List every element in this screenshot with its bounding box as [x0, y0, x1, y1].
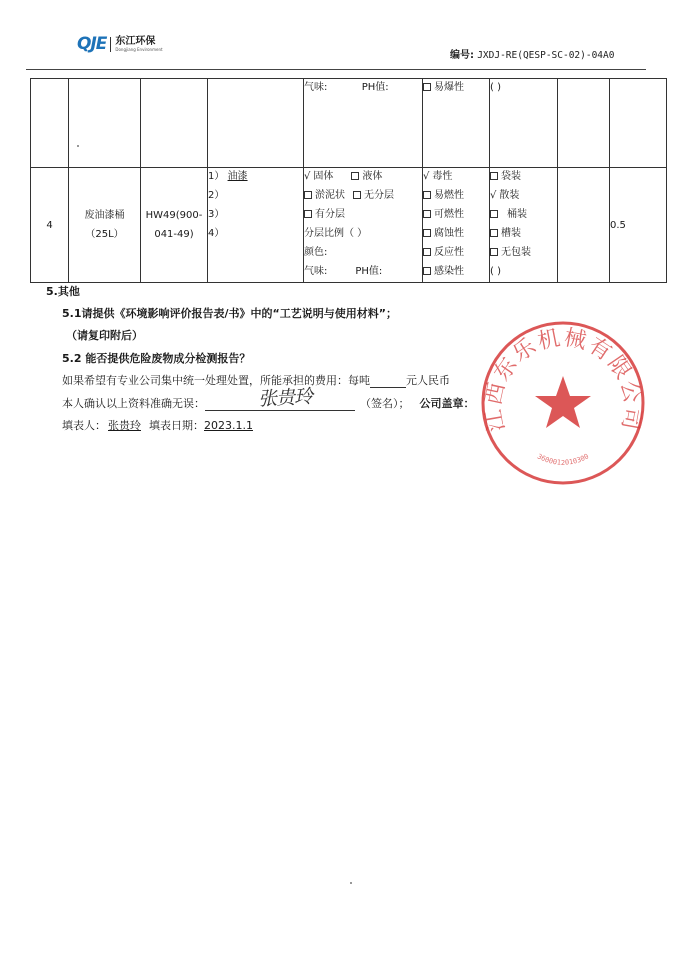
filler-name: 张贵玲 [108, 419, 141, 432]
cost-text: 如果希望有专业公司集中统一处理处置，所能承担的费用：每吨 [62, 374, 370, 387]
layer-ratio: 分层比例（ ） [304, 228, 368, 239]
logo-divider [110, 37, 111, 52]
checkbox-layered[interactable] [304, 210, 312, 218]
checkbox-liquid[interactable] [351, 172, 359, 180]
document-code [450, 46, 614, 61]
cell-components [208, 168, 304, 283]
seal-label: 公司盖章： [419, 397, 475, 410]
checkbox-sludge[interactable] [304, 191, 312, 199]
filler-label: 填表人： [62, 419, 106, 432]
component-1: 1） 油漆 [208, 171, 248, 182]
cell-row-number: 4 [31, 168, 69, 283]
table-row-previous [31, 79, 667, 168]
document-code-value: JXDJ-RE(QESP-SC-02)-04A0 [477, 50, 615, 61]
component-2: 2） [208, 190, 225, 201]
seal-text: 江西东乐机械有限公司 [481, 325, 645, 434]
cell-name-prev [69, 79, 141, 168]
cell-components-prev [208, 79, 304, 168]
cell-waste-code [141, 168, 208, 283]
checkbox-no-layer[interactable] [353, 191, 361, 199]
cell-hazard-prev [423, 79, 490, 168]
confirm-text: 本人确认以上资料准确无误： [62, 397, 205, 410]
logo-text [115, 37, 162, 52]
check-toxicity[interactable]: √ [423, 171, 430, 182]
filler-line [62, 417, 253, 433]
checkbox-tank[interactable] [490, 229, 498, 237]
checkbox-explosive[interactable] [423, 83, 431, 91]
waste-name: 废油漆桶（25L） [84, 210, 125, 240]
pack-paren-prev: ( ) [490, 82, 501, 93]
cell-no-prev [31, 79, 69, 168]
waste-code: HW49(900-041-49) [145, 210, 203, 240]
odor-ph-line [304, 79, 422, 98]
cell-packaging: 袋装 √ 散装 桶装 槽装 无包装 ( ) [490, 168, 558, 283]
question-5-1-note: （请复印附后） [66, 329, 143, 342]
checkbox-combustible[interactable] [423, 210, 431, 218]
waste-table [30, 78, 667, 283]
cell-form-prev [304, 79, 423, 168]
check-solid[interactable]: √ [304, 171, 311, 182]
cell-quantity: 0.5 [610, 168, 667, 283]
seal-star-icon [535, 376, 591, 428]
cell-hazard: √ 毒性 易燃性 可燃性 腐蚀性 反应性 感染性 [423, 168, 490, 283]
checkbox-infectious[interactable] [423, 267, 431, 275]
cost-input[interactable] [370, 376, 406, 388]
cell-code-prev [141, 79, 208, 168]
header-rule [26, 69, 646, 70]
date-label: 填表日期： [149, 419, 204, 432]
company-seal [478, 318, 648, 488]
company-logo [77, 34, 163, 54]
question-5-2: 5.2 能否提供危险废物成分检测报告？ [62, 352, 251, 365]
checkbox-reactive[interactable] [423, 248, 431, 256]
component-3: 3） [208, 209, 225, 220]
ph-label-4: PH值: [355, 266, 383, 277]
cell-extra-prev [558, 79, 610, 168]
color-label: 颜色: [304, 247, 328, 258]
cell-waste-name [69, 168, 141, 283]
checkbox-bag[interactable] [490, 172, 498, 180]
section-5-title: 5.其他 [46, 285, 80, 298]
hazard-toxicity: 毒性 [432, 171, 453, 182]
date-value: 2023.1.1 [204, 419, 253, 432]
hazard-explosive: 易爆性 [434, 82, 464, 93]
component-4: 4） [208, 228, 225, 239]
seal-number: 3600012010300 [535, 452, 591, 467]
cell-pack-prev [490, 79, 558, 168]
question-5-1: 5.1请提供《环境影响评价报告表/书》中的“工艺说明与使用材料”； [62, 307, 397, 320]
logo-company-cn: 东江环保 [115, 35, 156, 47]
checkbox-drum[interactable] [490, 210, 498, 218]
pack-paren: ( ) [490, 266, 501, 277]
odor-label-4: 气味: [304, 266, 328, 277]
handwritten-signature: 张贵玲 [257, 385, 313, 411]
checkbox-corrosive[interactable] [423, 229, 431, 237]
logo-mark: QJE [77, 34, 107, 54]
cell-physical-form: √ 固体 液体 淤泥状 无分层 有分层 分层比例（ ） 颜色: 气味: PH值: [304, 168, 423, 283]
ph-label: PH值: [361, 82, 389, 93]
checkbox-no-pack[interactable] [490, 248, 498, 256]
check-bulk[interactable]: √ [490, 190, 497, 201]
speck [350, 882, 352, 884]
sign-label: （签名）； [360, 397, 410, 410]
cost-unit: 元人民币 [406, 374, 450, 387]
odor-label: 气味: [304, 82, 328, 93]
component-1-value: 油漆 [227, 171, 248, 182]
cell-qty-prev [610, 79, 667, 168]
table-row-4 [31, 168, 667, 283]
logo-company-en: Dongjiang Environment [115, 46, 163, 52]
checkbox-flammable[interactable] [423, 191, 431, 199]
document-code-label: 编号: [450, 50, 474, 61]
svg-text:3600012010300 [536, 452, 590, 466]
cost-line [62, 372, 450, 388]
speck [77, 145, 79, 147]
cell-extra [558, 168, 610, 283]
